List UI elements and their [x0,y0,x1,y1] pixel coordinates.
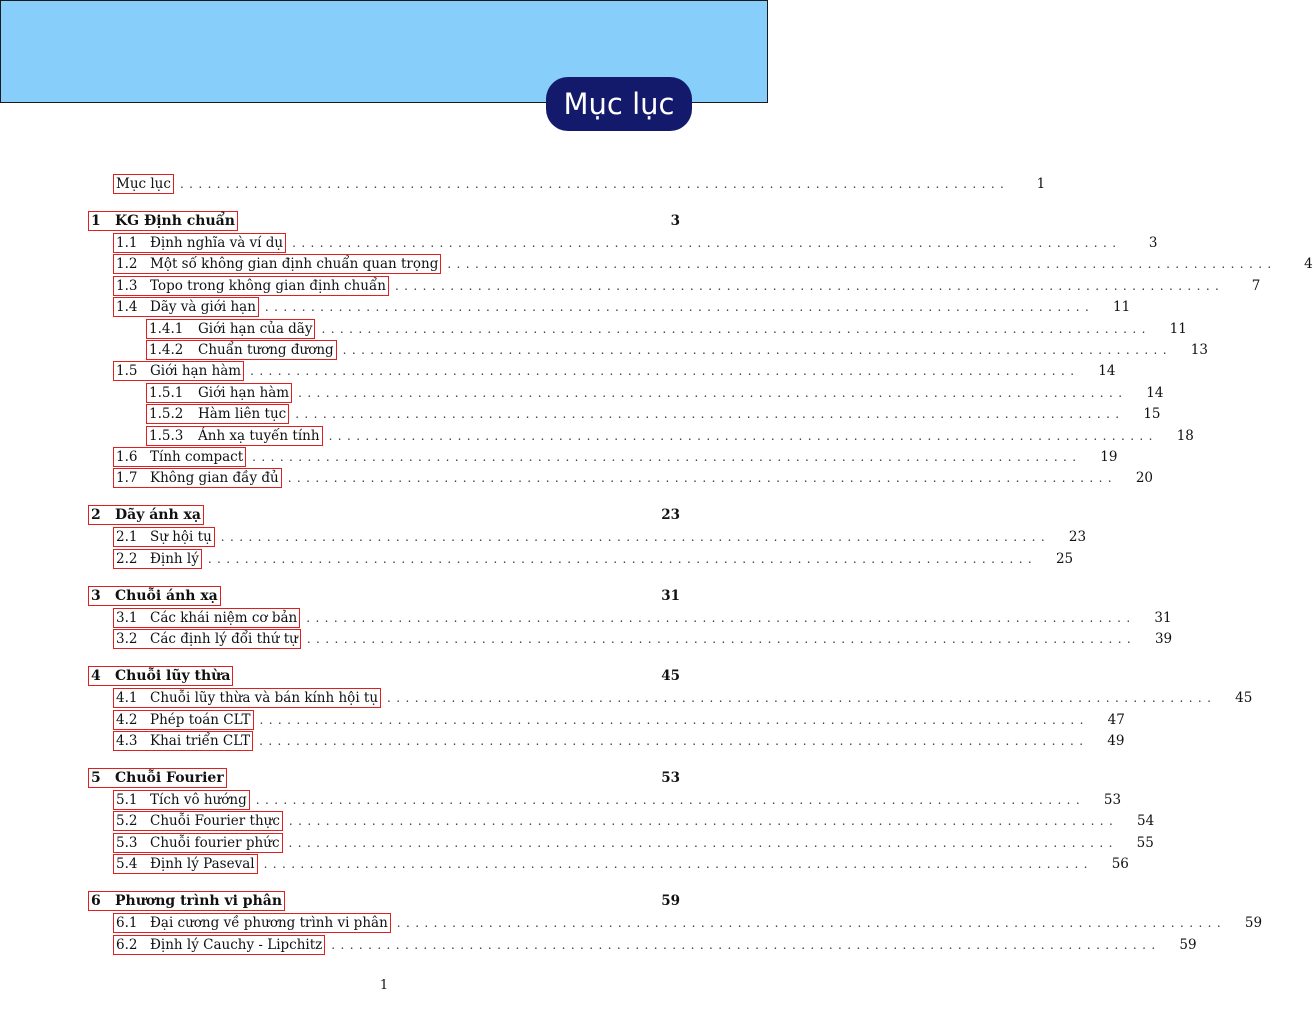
toc-leader-dots: .......................................................................................... [255,793,1086,807]
toc-leader-dots: .......................................................................................... [321,321,1151,336]
toc-page-number: 1 [1036,176,1046,192]
toc-row [113,362,1116,380]
toc-label: Dãy và giới hạn [150,299,256,316]
toc-leader-dots: .......................................................................................... [288,835,1118,850]
toc-row [88,892,680,910]
toc-label: Giới hạn hàm [198,384,290,401]
toc-link[interactable] [146,340,337,360]
toc-number: 3.1 [116,609,138,626]
toc-page-number: 4 [1304,256,1313,273]
toc-link[interactable] [113,468,282,488]
page-number: 1 [379,978,389,993]
toc-label: Chuỗi ánh xạ [115,587,218,604]
toc-number: 1.5.2 [149,406,184,423]
toc-number: 1.2 [116,256,138,273]
toc-row [113,255,1313,273]
toc-link[interactable] [113,854,258,874]
toc-link[interactable] [88,891,285,911]
toc-link[interactable] [113,361,244,381]
toc-link[interactable] [146,383,292,403]
toc-page-number: 19 [1100,449,1118,465]
toc-row [113,528,1087,546]
toc-leader-dots: .......................................................................................... [287,471,1118,486]
toc-row [146,405,1161,423]
toc-row [113,914,1263,932]
toc-link[interactable] [88,768,227,788]
toc-link[interactable] [146,319,315,339]
toc-number: 3 [91,587,101,604]
toc-link[interactable] [88,505,204,525]
toc-link[interactable] [113,527,215,547]
toc-link[interactable] [113,811,283,831]
toc-link[interactable] [113,447,246,467]
toc-label: Các khái niệm cơ bản [150,609,298,626]
toc-leader-dots: .......................................................................................... [447,257,1277,272]
toc-link[interactable] [113,254,441,274]
toc-number: 1.1 [116,235,138,251]
toc-number: 2 [91,507,101,524]
toc-number: 6 [91,893,101,910]
toc-row [113,175,1046,193]
toc-leader-dots: .......................................................................................... [292,236,1122,250]
toc-label: Đại cương về phương trình vi phân [150,915,388,932]
toc-label: Một số không gian định chuẩn quan trọng [150,256,439,273]
toc-number: 3.2 [116,631,138,648]
toc-row [113,834,1154,852]
toc-row [88,667,680,685]
toc-page-number: 31 [661,587,680,604]
toc-row [113,630,1173,648]
toc-leader-dots: .......................................................................................... [387,691,1217,706]
toc-label: Chuỗi Fourier thực [150,813,280,830]
toc-leader-dots: .......................................................................................... [396,916,1227,931]
toc-leader-dots: .......................................................................................... [328,428,1158,443]
toc-row [146,384,1164,402]
toc-link[interactable] [113,297,259,317]
toc-page-number: 13 [1190,342,1208,358]
toc-label: Giới hạn hàm [150,363,242,380]
toc-number: 1.4.1 [149,320,184,337]
toc-label: Phương trình vi phân [115,893,283,910]
toc-page-number: 53 [661,770,680,786]
toc-page-number: 23 [661,507,680,524]
toc-number: 6.1 [116,915,138,932]
toc-label: Chuẩn tương đương [198,342,334,358]
toc-number: 1.7 [116,470,138,487]
toc-leader-dots: .......................................................................................... [394,278,1225,293]
toc-row [113,609,1172,627]
toc-label: Khai triển CLT [150,733,251,749]
toc-link[interactable] [113,710,254,730]
toc-page-number: 18 [1176,427,1194,444]
toc-label: Dãy ánh xạ [115,507,201,524]
toc-leader-dots: .......................................................................................... [207,551,1038,566]
toc-label: Giới hạn của dãy [198,320,313,337]
toc-row [113,791,1122,809]
toc-number: 4.1 [116,690,138,707]
toc-label: Mục lục [116,176,171,192]
toc-label: Chuỗi lũy thừa và bán kính hội tụ [150,690,379,707]
toc-page-number: 14 [1098,363,1116,380]
toc-row [113,550,1074,568]
toc-link[interactable] [88,666,233,686]
toc-label: Phép toán CLT [150,711,251,728]
toc-page-number: 39 [1154,631,1173,648]
toc-row [113,234,1158,252]
toc-leader-dots: .......................................................................................... [288,814,1119,829]
toc-page-number: 31 [1154,609,1172,626]
toc-row [88,769,680,787]
toc-row [88,587,680,605]
toc-label: Định lý Paseval [150,856,255,873]
toc-link[interactable] [88,211,238,231]
toc-page-number: 3 [1148,235,1158,251]
toc-page-number: 20 [1135,470,1154,487]
toc-leader-dots: .......................................................................................... [306,632,1137,647]
toc-page-number: 11 [1169,320,1187,337]
toc-page-number: 3 [670,213,680,229]
toc-label: Chuỗi Fourier [115,770,224,786]
toc-row [113,936,1197,954]
toc-label: Hàm liên tục [198,406,287,423]
toc-leader-dots: .......................................................................................... [295,407,1125,422]
toc-number: 1.5.3 [149,427,184,444]
toc-leader-dots: .......................................................................................... [250,364,1080,379]
toc-number: 4 [91,668,101,685]
toc-page-number: 56 [1111,856,1129,873]
toc-row [113,732,1125,750]
toc-row [113,855,1129,873]
toc-label: Định nghĩa và ví dụ [150,235,284,251]
toc-row [88,506,680,524]
toc-label: Định lý Cauchy - Lipchitz [150,936,323,953]
toc-page-number: 7 [1251,277,1261,294]
toc-label: Tích vô hướng [150,792,247,808]
toc-link[interactable] [113,935,325,955]
toc-link[interactable] [88,586,221,606]
toc-label: Các định lý đổi thứ tự [150,631,298,648]
toc-leader-dots: .......................................................................................... [331,937,1161,952]
toc-leader-dots: .......................................................................................... [179,177,1010,191]
toc-link[interactable] [146,426,323,446]
toc-page-number: 47 [1107,711,1125,728]
toc-page-number: 11 [1113,299,1131,316]
toc-row [146,427,1194,445]
toc-page-number: 59 [1179,936,1197,953]
toc-page-number: 25 [1055,550,1074,567]
toc-link[interactable] [113,233,286,253]
toc-number: 2.1 [116,529,138,546]
toc-page-number: 45 [1235,690,1253,707]
toc-number: 5.2 [116,813,138,830]
toc-row [88,212,680,230]
toc-label: Định lý [150,550,199,567]
toc-row [146,341,1208,359]
toc-number: 1 [91,213,101,229]
toc-row [113,277,1261,295]
toc-leader-dots: .......................................................................................... [306,610,1136,625]
toc-row [113,812,1155,830]
toc-number: 1.5 [116,363,138,380]
toc-leader-dots: .......................................................................................... [252,450,1082,464]
toc-row [113,298,1131,316]
toc-page-number: 53 [1103,792,1122,808]
toc-row [146,320,1187,338]
toc-page-number: 45 [661,668,680,685]
toc-number: 5.1 [116,792,138,808]
toc-label: Topo trong không gian định chuẩn [150,277,386,294]
toc-number: 2.2 [116,550,138,567]
toc-row [113,469,1154,487]
toc-number: 4.3 [116,733,138,749]
toc-number: 1.4.2 [149,342,184,358]
toc-page-number: 14 [1146,384,1164,401]
toc-page-number: 15 [1143,406,1161,423]
toc-link[interactable] [113,549,202,569]
toc-label: Ánh xạ tuyến tính [198,427,320,444]
page-title: Mục lục [546,77,692,131]
toc-page-number: 55 [1136,834,1154,851]
toc-row [113,448,1118,466]
toc-label: Không gian đầy đủ [150,470,279,487]
toc-link[interactable] [113,608,300,628]
toc-leader-dots: .......................................................................................... [220,530,1051,545]
toc-leader-dots: .......................................................................................... [298,385,1128,400]
toc-leader-dots: .......................................................................................... [263,857,1093,872]
toc-row [113,711,1125,729]
toc-number: 5 [91,770,101,786]
toc-label: Tính compact [150,449,244,465]
toc-label: KG Định chuẩn [115,213,235,229]
toc-link[interactable] [113,731,253,751]
toc-number: 1.5.1 [149,384,184,401]
toc-number: 5.3 [116,834,138,851]
toc-number: 1.3 [116,277,138,294]
toc-page-number: 49 [1107,733,1125,749]
toc-page-number: 59 [1244,915,1263,932]
toc-link[interactable] [113,913,391,933]
toc-leader-dots: .......................................................................................... [259,734,1089,748]
toc-leader-dots: .......................................................................................... [264,300,1095,315]
toc-link[interactable] [113,833,283,853]
toc-page-number: 59 [661,893,680,910]
toc-number: 1.4 [116,299,138,316]
toc-label: Sự hội tụ [150,529,212,546]
toc-number: 4.2 [116,711,138,728]
toc-label: Chuỗi fourier phức [150,834,280,851]
toc-leader-dots: .......................................................................................... [342,343,1172,357]
toc-page-number: 54 [1137,813,1155,830]
toc-number: 5.4 [116,856,138,873]
toc-link[interactable] [146,404,289,424]
toc-link[interactable] [113,790,250,810]
toc-leader-dots: .......................................................................................... [259,712,1089,727]
toc-link[interactable] [113,688,381,708]
toc-link[interactable] [113,174,174,194]
toc-label: Chuỗi lũy thừa [115,668,231,685]
toc-number: 6.2 [116,936,138,953]
toc-row [113,689,1253,707]
toc-page-number: 23 [1068,529,1087,546]
toc-number: 1.6 [116,449,138,465]
toc-link[interactable] [113,276,389,296]
toc-link[interactable] [113,629,301,649]
